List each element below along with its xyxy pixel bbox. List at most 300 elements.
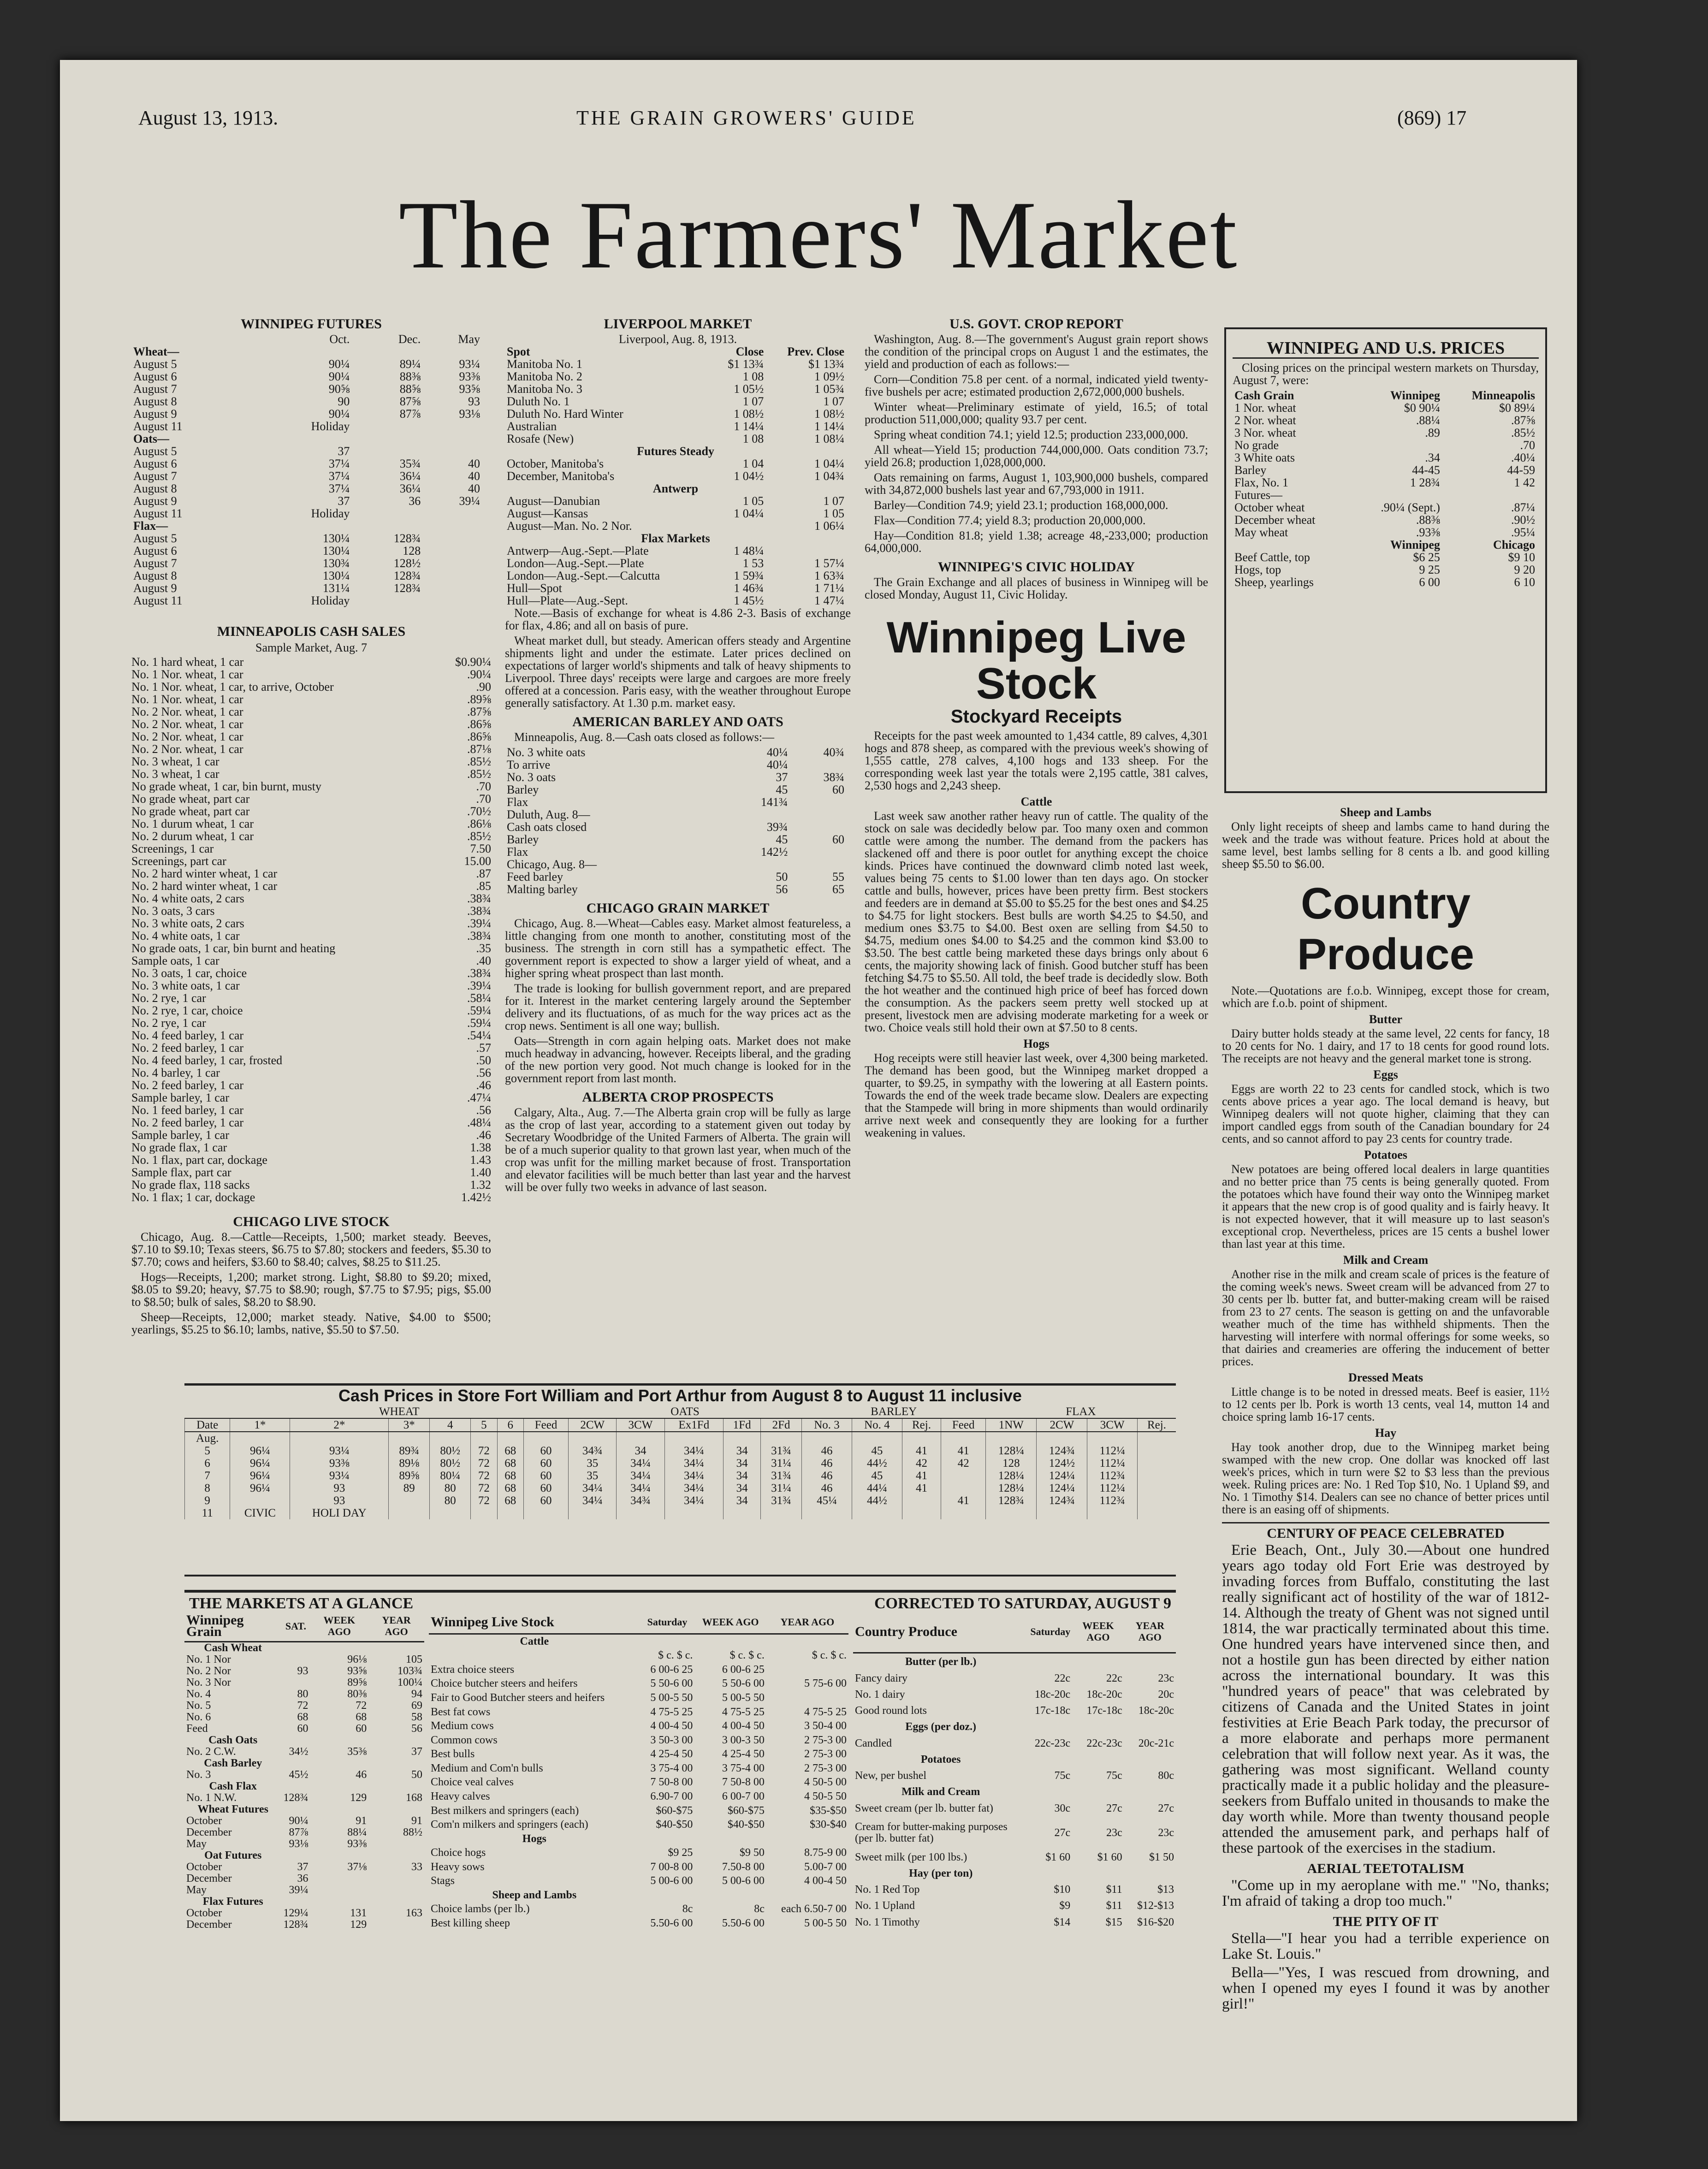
us-govt-paragraph: Spring wheat condition 74.1; yield 12.5; production 233,000,000.: [874, 428, 1188, 441]
glance-live-cell: [640, 1888, 695, 1902]
liverpool-row-cell: 1 04¼: [734, 507, 764, 520]
cash-row: [185, 1457, 1176, 1470]
glance-grain-cell: 60: [356, 1723, 367, 1735]
glance-grain-cell: [281, 1758, 310, 1769]
sale-price: .50: [476, 1054, 491, 1067]
liverpool-row-cell: 1 57¼: [814, 557, 844, 570]
minneapolis-row: [131, 1154, 491, 1166]
glance-grain-cell: No. 6: [186, 1711, 211, 1723]
glance-live-cell: [766, 1888, 848, 1902]
wup-row-cell: $0 89¼: [1499, 401, 1535, 415]
glance-live-row: [429, 1860, 848, 1874]
glance-live-cell: $9 25: [668, 1847, 693, 1859]
futures-row-cell: August 9: [133, 494, 177, 508]
liverpool-row-cell: Hull—Plate—Aug.-Sept.: [507, 594, 628, 607]
sale-description: No grade wheat, part car: [131, 793, 250, 805]
sale-description: No. 3 oats, 3 cars: [131, 905, 215, 917]
sale-price: .40: [476, 954, 491, 967]
glance-grain-row: [184, 1815, 424, 1827]
cash-cell: [389, 1432, 430, 1445]
wup-row: [1233, 576, 1537, 588]
futures-row-cell: August 7: [133, 382, 177, 396]
pity-text-2: Bella—"Yes, I was rescued from drowning, and when I opened my eyes I found it was by another girl!": [1222, 1964, 1549, 2012]
glance-grain-cell: 68: [297, 1711, 308, 1723]
civic-title: WINNIPEG'S CIVIC HOLIDAY: [937, 559, 1135, 575]
glance-live-row: [429, 1663, 848, 1677]
cash-col-header: [185, 1418, 1176, 1432]
futures-row-cell: 40: [468, 482, 480, 495]
sale-price: 1.32: [470, 1178, 491, 1191]
futures-row: [131, 420, 482, 433]
wup-row: [1233, 464, 1537, 476]
glance-grain-cell: [368, 1896, 424, 1908]
paper-name: THE GRAIN GROWERS' GUIDE: [576, 107, 917, 129]
cash-cell: 72: [471, 1445, 497, 1457]
sale-price: .47¼: [467, 1091, 491, 1104]
chicago-grain-paragraph: Chicago, Aug. 8.—Wheat—Cables easy. Market almost featureless, a little changing from one month to another, constituting most of the business. The strength in corn still has a sympathetic effect. The government report is expected to show a larger yield of wheat, and a higher spring wheat prospect than last month.: [505, 917, 851, 980]
futures-header-cell: Dec.: [398, 332, 421, 346]
liverpool-row: [505, 383, 846, 395]
futures-row-cell: [422, 445, 482, 457]
glance-grain-cell: 131: [350, 1907, 367, 1919]
glance-live-cell: Choice hogs: [431, 1847, 486, 1859]
glance-live-cell: Best milkers and springers (each): [431, 1804, 579, 1817]
liverpool-row: [505, 457, 846, 470]
barley-oats-row: [505, 808, 846, 821]
glance-produce-row: [853, 1736, 1176, 1752]
glance-grain-cell: [281, 1677, 310, 1689]
glance-live-row: [429, 1790, 848, 1804]
futures-row-cell: 128½: [393, 557, 421, 570]
cash-row: [185, 1494, 1176, 1507]
glance-grain-cell: Cash Oats: [208, 1734, 258, 1746]
cash-cell: [902, 1494, 941, 1507]
glance-produce-cell: $13: [1157, 1884, 1174, 1896]
cash-cell: 72: [471, 1470, 497, 1482]
cash-cell: [1087, 1432, 1138, 1445]
sale-description: Sample oats, 1 car: [131, 954, 219, 967]
futures-row-cell: 36¼: [399, 469, 421, 483]
cash-cell: 41: [902, 1445, 941, 1457]
glance-produce-cell: $1 60: [1045, 1851, 1071, 1863]
liverpool-row-cell: 1 08½: [734, 407, 764, 421]
sale-price: .85½: [467, 830, 491, 843]
glance-produce-cell: [1072, 1784, 1124, 1800]
minneapolis-row: [131, 905, 491, 917]
cash-cell: 80½: [430, 1445, 471, 1457]
barley-oats-row-cell: 141¾: [760, 795, 788, 809]
futures-row-cell: 37: [338, 444, 350, 458]
glance-live-row: [429, 1804, 848, 1818]
cash-cell: 72: [471, 1457, 497, 1470]
cash-cell: [724, 1507, 761, 1519]
sale-price: .70½: [467, 805, 491, 818]
glance-live-cell: Fair to Good Butcher steers and heifers: [431, 1692, 605, 1704]
column-3: [865, 311, 1208, 1142]
sale-description: No. 1 Nor. wheat, 1 car, to arrive, October: [131, 681, 334, 693]
glance-live-cell: Best killing sheep: [431, 1917, 510, 1930]
glance-live-cell: 3 00-3 50: [722, 1734, 765, 1746]
glance-live-cell: [766, 1634, 848, 1648]
glance-grain-cell: 33: [411, 1861, 422, 1873]
cash-cell: 42: [902, 1457, 941, 1470]
cash-cell: 31¼: [761, 1457, 802, 1470]
futures-row-cell: [422, 532, 482, 545]
glance-live-cell: [766, 1691, 848, 1705]
glance-grain-cell: [281, 1642, 310, 1654]
barley-oats-row-cell: 39¾: [766, 820, 788, 834]
glance-grain-cell: 39¼: [289, 1884, 308, 1896]
cash-cell: [902, 1507, 941, 1519]
liverpool-row-cell: August—Danubian: [507, 494, 600, 508]
hogs-text: Hog receipts were still heavier last week, over 4,300 being marketed. The demand has been good, but the Winnipeg market dropped a quarter, to $9.25, in sympathy with the lowering at all Eastern points. Towards the end of the week trade became slow. Dealers are expecting that the Stampede will bring in more shipments than would ordinarily arrive next week and consequently they are looking for a further weakening in values.: [865, 1051, 1208, 1139]
sale-description: No. 4 barley, 1 car: [131, 1067, 220, 1079]
barley-oats-row-cell: 60: [832, 833, 844, 846]
glance-live-cell: Choice butcher steers and heifers: [431, 1677, 578, 1690]
cash-cell: 44¼: [852, 1482, 902, 1494]
liverpool-row-cell: 1 06¼: [814, 519, 844, 533]
cash-cell: 41: [902, 1470, 941, 1482]
pity-text-1: Stella—"I hear you had a terrible experience on Lake St. Louis.": [1222, 1930, 1549, 1962]
glance-grain-cell: 168: [406, 1792, 422, 1804]
sale-price: .86⅝: [467, 717, 491, 731]
glance-produce-cell: 22c: [1106, 1672, 1122, 1684]
liverpool-row-cell: 1 48¼: [734, 544, 764, 557]
glance-grain-cell: [368, 1781, 424, 1792]
futures-row-cell: [422, 507, 482, 520]
cash-cell: [523, 1432, 568, 1445]
glance-grain-cell: October: [186, 1907, 222, 1919]
glance-grain-cell: 37: [297, 1861, 308, 1873]
sale-price: .86⅛: [467, 817, 491, 830]
futures-group-cell: [351, 345, 422, 358]
us-govt-text: [865, 333, 1208, 554]
glance-live-cell: $40-$50: [656, 1819, 693, 1831]
cash-cell: 68: [497, 1457, 523, 1470]
futures-row-cell: [422, 582, 482, 594]
minneapolis-row: [131, 867, 491, 880]
glance-grain-cell: October: [186, 1815, 222, 1827]
glance-live-cell: 6.90-7 00: [650, 1790, 693, 1802]
sale-description: No. 2 rye, 1 car: [131, 1017, 206, 1029]
wup-row-cell: $0 90¼: [1404, 401, 1440, 415]
glance-live-cell: 8c: [682, 1903, 693, 1915]
glance-produce-cell: 27c: [1106, 1802, 1122, 1814]
peace-text: Erie Beach, Ont., July 30.—About one hundred years ago today old Fort Erie was destroyed by invading forces from Buffalo, constituting the last really significant act of hostility of the war of 1812-14. Although the treaty of Ghent was not signed until 1814, the war practically terminated about this time. One hundred years have intervened since then, and not a hostile gun has been directed by either nation across the international boundary. It was this "hundred years of peace" that was celebrated by citizens of Canada and the United States in joint festivities at Erie Beach Park today, the precursor of a more elaborate and perhaps more permanent celebration that will follow next year. As it was, the gathering was most significant. Welland county practically made it a public holiday and the pleasure-seekers from Buffalo united in thousands to make the day worth while. More than twenty thousand people attended the amusement park, and perhaps half of these partook of the exercises in the stadium.: [1222, 1542, 1549, 1856]
cash-cell: 7: [185, 1470, 230, 1482]
futures-row-cell: 40: [468, 457, 480, 470]
glance-live-cell: Medium and Com'n bulls: [431, 1762, 543, 1774]
barley-oats-row-cell: 142½: [760, 845, 788, 859]
wup-row-cell: 2 Nor. wheat: [1234, 414, 1296, 427]
cash-cell: 96¼: [230, 1470, 290, 1482]
glance-live-cell: $ c. $ c.: [658, 1649, 693, 1662]
chicago-live-paragraph: Hogs—Receipts, 1,200; market strong. Light, $8.80 to $9.20; mixed, $8.05 to $9.20; heavy, $7.75 to $8.90; rough, $7.75 to $7.95; pigs, $5.00 to $8.50; bulk of sales, $8.20 to $8.90.: [131, 1270, 491, 1309]
futures-row-cell: 37: [338, 494, 350, 508]
liverpool-row-cell: 1 08: [742, 432, 764, 445]
glance-produce-row: [853, 1752, 1176, 1768]
cash-cell: [852, 1507, 902, 1519]
sale-price: .38¾: [467, 892, 491, 905]
glance-livestock-table: [429, 1614, 848, 1931]
milk-title: Milk and Cream: [1343, 1253, 1429, 1267]
minneapolis-row: [131, 954, 491, 967]
glance-grain-cell: [281, 1781, 310, 1792]
glance-live-row: [429, 1677, 848, 1691]
wup-row-cell: .87⅝: [1511, 414, 1535, 427]
glance-produce-cell: [1072, 1719, 1124, 1735]
futures-row: [131, 408, 482, 420]
glance-live-row: [429, 1832, 848, 1846]
sale-price: .70: [476, 792, 491, 806]
glance-grain-cell: 100¼: [397, 1677, 422, 1689]
minneapolis-row: [131, 1079, 491, 1091]
liverpool-row: [505, 507, 846, 520]
futures-row-cell: 93⅝: [459, 382, 480, 396]
cash-row: [185, 1470, 1176, 1482]
liverpool-row-cell: 1 08: [742, 370, 764, 383]
cash-col-cell: 2*: [290, 1418, 389, 1432]
glance-title: THE MARKETS AT A GLANCE: [189, 1595, 414, 1612]
barley-oats-row: [505, 871, 846, 883]
glance-produce-cell: New, per bushel: [855, 1770, 927, 1782]
glance-grain-cell: May: [186, 1884, 207, 1896]
liverpool-row-cell: 1 07: [742, 395, 764, 408]
barley-oats-row-cell: Cash oats closed: [507, 820, 587, 834]
glance-grain-cell: [310, 1642, 368, 1654]
cash-cell: 45: [852, 1445, 902, 1457]
eggs-text: Eggs are worth 22 to 23 cents for candled stock, which is two cents above prices a year ago. The local demand is heavy, but Winnipeg dealers will not quote higher, claiming that they can import candled eggs from south of the Canadian boundary for 24 cents, and so cannot afford to pay 23 cents for country trade.: [1222, 1082, 1549, 1145]
us-govt-paragraph: Corn—Condition 75.8 per cent. of a normal, indicated yield twenty-five bushels per acre; estimated production 2,672,000,000 bushels.: [865, 373, 1208, 398]
glance-produce-row: [853, 1801, 1176, 1817]
futures-row-cell: August 6: [133, 370, 177, 383]
futures-row-cell: August 7: [133, 557, 177, 570]
chicago-grain-paragraph: The trade is looking for bullish government report, and are prepared for it. Interest in the market centering largely around the September delivery and its fluctuations, of as much for the way prices act as the crop news. Sentiment is all one way; bullish.: [505, 982, 851, 1032]
glance-live-cell: 7 50-8 00: [722, 1776, 765, 1789]
glance-grain-cell: 129¼: [283, 1907, 308, 1919]
glance-produce-header-cell: Country Produce: [853, 1614, 1028, 1653]
glance-grain-cell: December: [186, 1919, 232, 1931]
glance-live-cell: [694, 1634, 766, 1648]
glance-produce-cell: Good round lots: [855, 1705, 927, 1717]
peace-title: CENTURY OF PEACE CELEBRATED: [1222, 1522, 1549, 1540]
sale-price: .59¼: [467, 1004, 491, 1017]
glance-live-cell: 5.50-6 00: [722, 1917, 765, 1930]
wup-title: WINNIPEG AND U.S. PRICES: [1233, 342, 1539, 359]
cash-cell: 124¼: [1037, 1482, 1087, 1494]
barley-oats-row: [505, 858, 846, 871]
futures-row-cell: 35¾: [399, 457, 421, 470]
glance-live-cell: Medium cows: [431, 1720, 494, 1732]
wup-row-cell: December wheat: [1234, 513, 1316, 527]
sale-description: No. 2 Nor. wheat, 1 car: [131, 705, 243, 718]
glance-grain-cell: [281, 1654, 310, 1665]
wup-row-cell: .88¼: [1416, 414, 1440, 427]
cash-cell: 35: [569, 1457, 617, 1470]
futures-row: [131, 482, 482, 495]
cash-col-cell: 2Fd: [761, 1418, 802, 1432]
sale-price: 1.38: [470, 1141, 491, 1154]
barley-oats-row: [505, 771, 846, 783]
wup-row-cell: [1352, 439, 1442, 451]
futures-row-cell: August 11: [133, 420, 183, 433]
glance-grain-row: [184, 1677, 424, 1689]
minneapolis-row: [131, 880, 491, 892]
minneapolis-row: [131, 1029, 491, 1042]
minneapolis-row: [131, 967, 491, 979]
glance-grain-cell: 88¼: [347, 1826, 367, 1838]
futures-row-cell: 40: [468, 469, 480, 483]
futures-row: [131, 569, 482, 582]
cash-cell: 31¾: [761, 1470, 802, 1482]
futures-row-cell: [422, 420, 482, 433]
futures-row-cell: 130¼: [322, 532, 350, 545]
liverpool-row: [505, 420, 846, 433]
glance-produce-cell: [1124, 1752, 1176, 1768]
glance-live-cell: 4 50-5 50: [804, 1790, 847, 1802]
liverpool-row: [505, 495, 846, 507]
glance-live-cell: 4 00-4 50: [804, 1875, 847, 1887]
liverpool-row-cell: 1 04¼: [814, 457, 844, 470]
cash-cell: 124¾: [1037, 1445, 1087, 1457]
futures-header-cell: May: [458, 332, 480, 346]
glance-live-row: [429, 1748, 848, 1762]
cash-col-cell: Date: [185, 1418, 230, 1432]
liverpool-row-cell: London—Aug.-Sept.—Calcutta: [507, 569, 660, 582]
glance-produce-cell: [1028, 1719, 1072, 1735]
cash-cell: 41: [902, 1482, 941, 1494]
cash-cell: 80½: [430, 1457, 471, 1470]
futures-row: [131, 370, 482, 383]
cash-cell: [1137, 1445, 1176, 1457]
glance-grain-row: [184, 1838, 424, 1850]
wup-row-cell: 1 Nor. wheat: [1234, 401, 1296, 415]
glance-produce-cell: Potatoes: [920, 1753, 961, 1766]
futures-row-cell: 130¼: [322, 544, 350, 557]
glance-grain-cell: 72: [297, 1700, 308, 1712]
cash-col-cell: Feed: [523, 1418, 568, 1432]
glance-live-row: [429, 1691, 848, 1705]
minneapolis-row: [131, 1054, 491, 1067]
liverpool-row: [505, 358, 846, 370]
glance-produce-cell: $10: [1054, 1884, 1071, 1896]
glance-live-row: [429, 1846, 848, 1860]
futures-group-cell: [351, 433, 422, 445]
barley-oats-row: [505, 821, 846, 833]
sale-description: No. 2 rye, 1 car, choice: [131, 1004, 243, 1017]
glance-produce-cell: Cream for butter-making purposes (per lb. butter fat): [855, 1821, 1008, 1845]
cash-cell: [941, 1470, 986, 1482]
minneapolis-row: [131, 1042, 491, 1054]
cash-cell: [1137, 1432, 1176, 1445]
cash-cell: [852, 1432, 902, 1445]
wup-row-cell: Beef Cattle, top: [1234, 551, 1310, 564]
glance-grain-cell: 89⅝: [347, 1677, 367, 1689]
glance-produce-cell: 18c-20c: [1138, 1705, 1174, 1717]
sale-price: .70: [476, 780, 491, 793]
glance-live-row: [429, 1634, 848, 1648]
glance-live-row: [429, 1733, 848, 1748]
sheep-title: Sheep and Lambs: [1340, 806, 1431, 819]
cash-cell: 96¼: [230, 1457, 290, 1470]
glance-grain-cell: 69: [411, 1700, 422, 1712]
glance-live-cell: 3 75-4 00: [722, 1762, 765, 1774]
barley-oats-row-cell: [719, 808, 789, 821]
sale-price: .59¼: [467, 1016, 491, 1030]
butter-text: Dairy butter holds steady at the same level, 22 cents for fancy, 18 to 20 cents for No. 1 dairy, and 17 to 18 cents for good round lots. The receipts are not heavy and the general market tone is strong.: [1222, 1027, 1549, 1065]
wup-row: [1233, 551, 1537, 563]
minneapolis-row: [131, 855, 491, 867]
glance-produce-row: [853, 1687, 1176, 1703]
sale-price: .86⅝: [467, 730, 491, 743]
cash-cell: 34¼: [664, 1482, 724, 1494]
minneapolis-row: [131, 1141, 491, 1154]
wup-row-cell: Flax, No. 1: [1234, 476, 1288, 489]
cash-cell: 46: [802, 1482, 852, 1494]
glance-grain-cell: Flax Futures: [202, 1896, 263, 1908]
glance-live-row: [429, 1719, 848, 1733]
liverpool-row-cell: 1 59¾: [734, 569, 764, 582]
glance-produce-row: [853, 1849, 1176, 1865]
sale-price: .85½: [467, 755, 491, 768]
cash-cell: [617, 1507, 664, 1519]
glance-live-row: [429, 1761, 848, 1776]
minneapolis-row: [131, 755, 491, 768]
liverpool-row: [505, 545, 846, 557]
futures-group-cell: [254, 345, 351, 358]
cash-cell: 80: [430, 1482, 471, 1494]
cash-cell: [1137, 1457, 1176, 1470]
glance-live-cell: 7.50-8 00: [722, 1861, 765, 1873]
glance-produce-row: [853, 1768, 1176, 1784]
cash-col-cell: 2CW: [1037, 1418, 1087, 1432]
glance-grain-cell: No. 3: [186, 1769, 211, 1781]
glance-produce-row: [853, 1703, 1176, 1719]
column-2: [505, 311, 851, 1196]
cash-row: [185, 1482, 1176, 1494]
cash-col-cell: 1Fd: [724, 1418, 761, 1432]
cash-cell: 68: [497, 1494, 523, 1507]
futures-row-cell: 39¼: [459, 494, 480, 508]
glance-live-header-cell: Winnipeg Live Stock: [429, 1614, 640, 1634]
glance-produce-cell: No. 1 Red Top: [855, 1884, 920, 1896]
cash-cell: [802, 1507, 852, 1519]
barley-oats-row-cell: Barley: [507, 783, 539, 796]
barley-oats-row-cell: 45: [776, 833, 788, 846]
minneapolis-row: [131, 693, 491, 705]
produce-note: Note.—Quotations are f.o.b. Winnipeg, except those for cream, which are f.o.b. point of shipment.: [1222, 984, 1549, 1010]
sale-description: No. 2 feed barley, 1 car: [131, 1079, 244, 1091]
liverpool-subheader: [505, 532, 846, 545]
cash-cell: 93: [290, 1482, 389, 1494]
futures-row-cell: 37¼: [328, 457, 350, 470]
futures-row-cell: [422, 545, 482, 557]
liverpool-subheader-cell: Antwerp: [652, 482, 699, 495]
wup-futures-label-cell: [1352, 489, 1442, 501]
futures-group-cell: Oats—: [133, 432, 169, 445]
cash-cell: 44½: [852, 1494, 902, 1507]
wup-row-cell: 1 42: [1514, 476, 1535, 489]
liverpool-row-cell: 1 05¾: [814, 382, 844, 396]
futures-row: [131, 507, 482, 520]
glance-grain-cell: 91: [356, 1815, 367, 1827]
cash-cell: 124½: [1037, 1457, 1087, 1470]
futures-row-cell: 93: [468, 395, 480, 408]
glance-live-cell: 5 75-6 00: [804, 1677, 847, 1690]
wup-header-cell: Cash Grain: [1234, 389, 1294, 402]
sale-description: No. 1 durum wheat, 1 car: [131, 818, 254, 830]
cash-cell: [986, 1507, 1037, 1519]
